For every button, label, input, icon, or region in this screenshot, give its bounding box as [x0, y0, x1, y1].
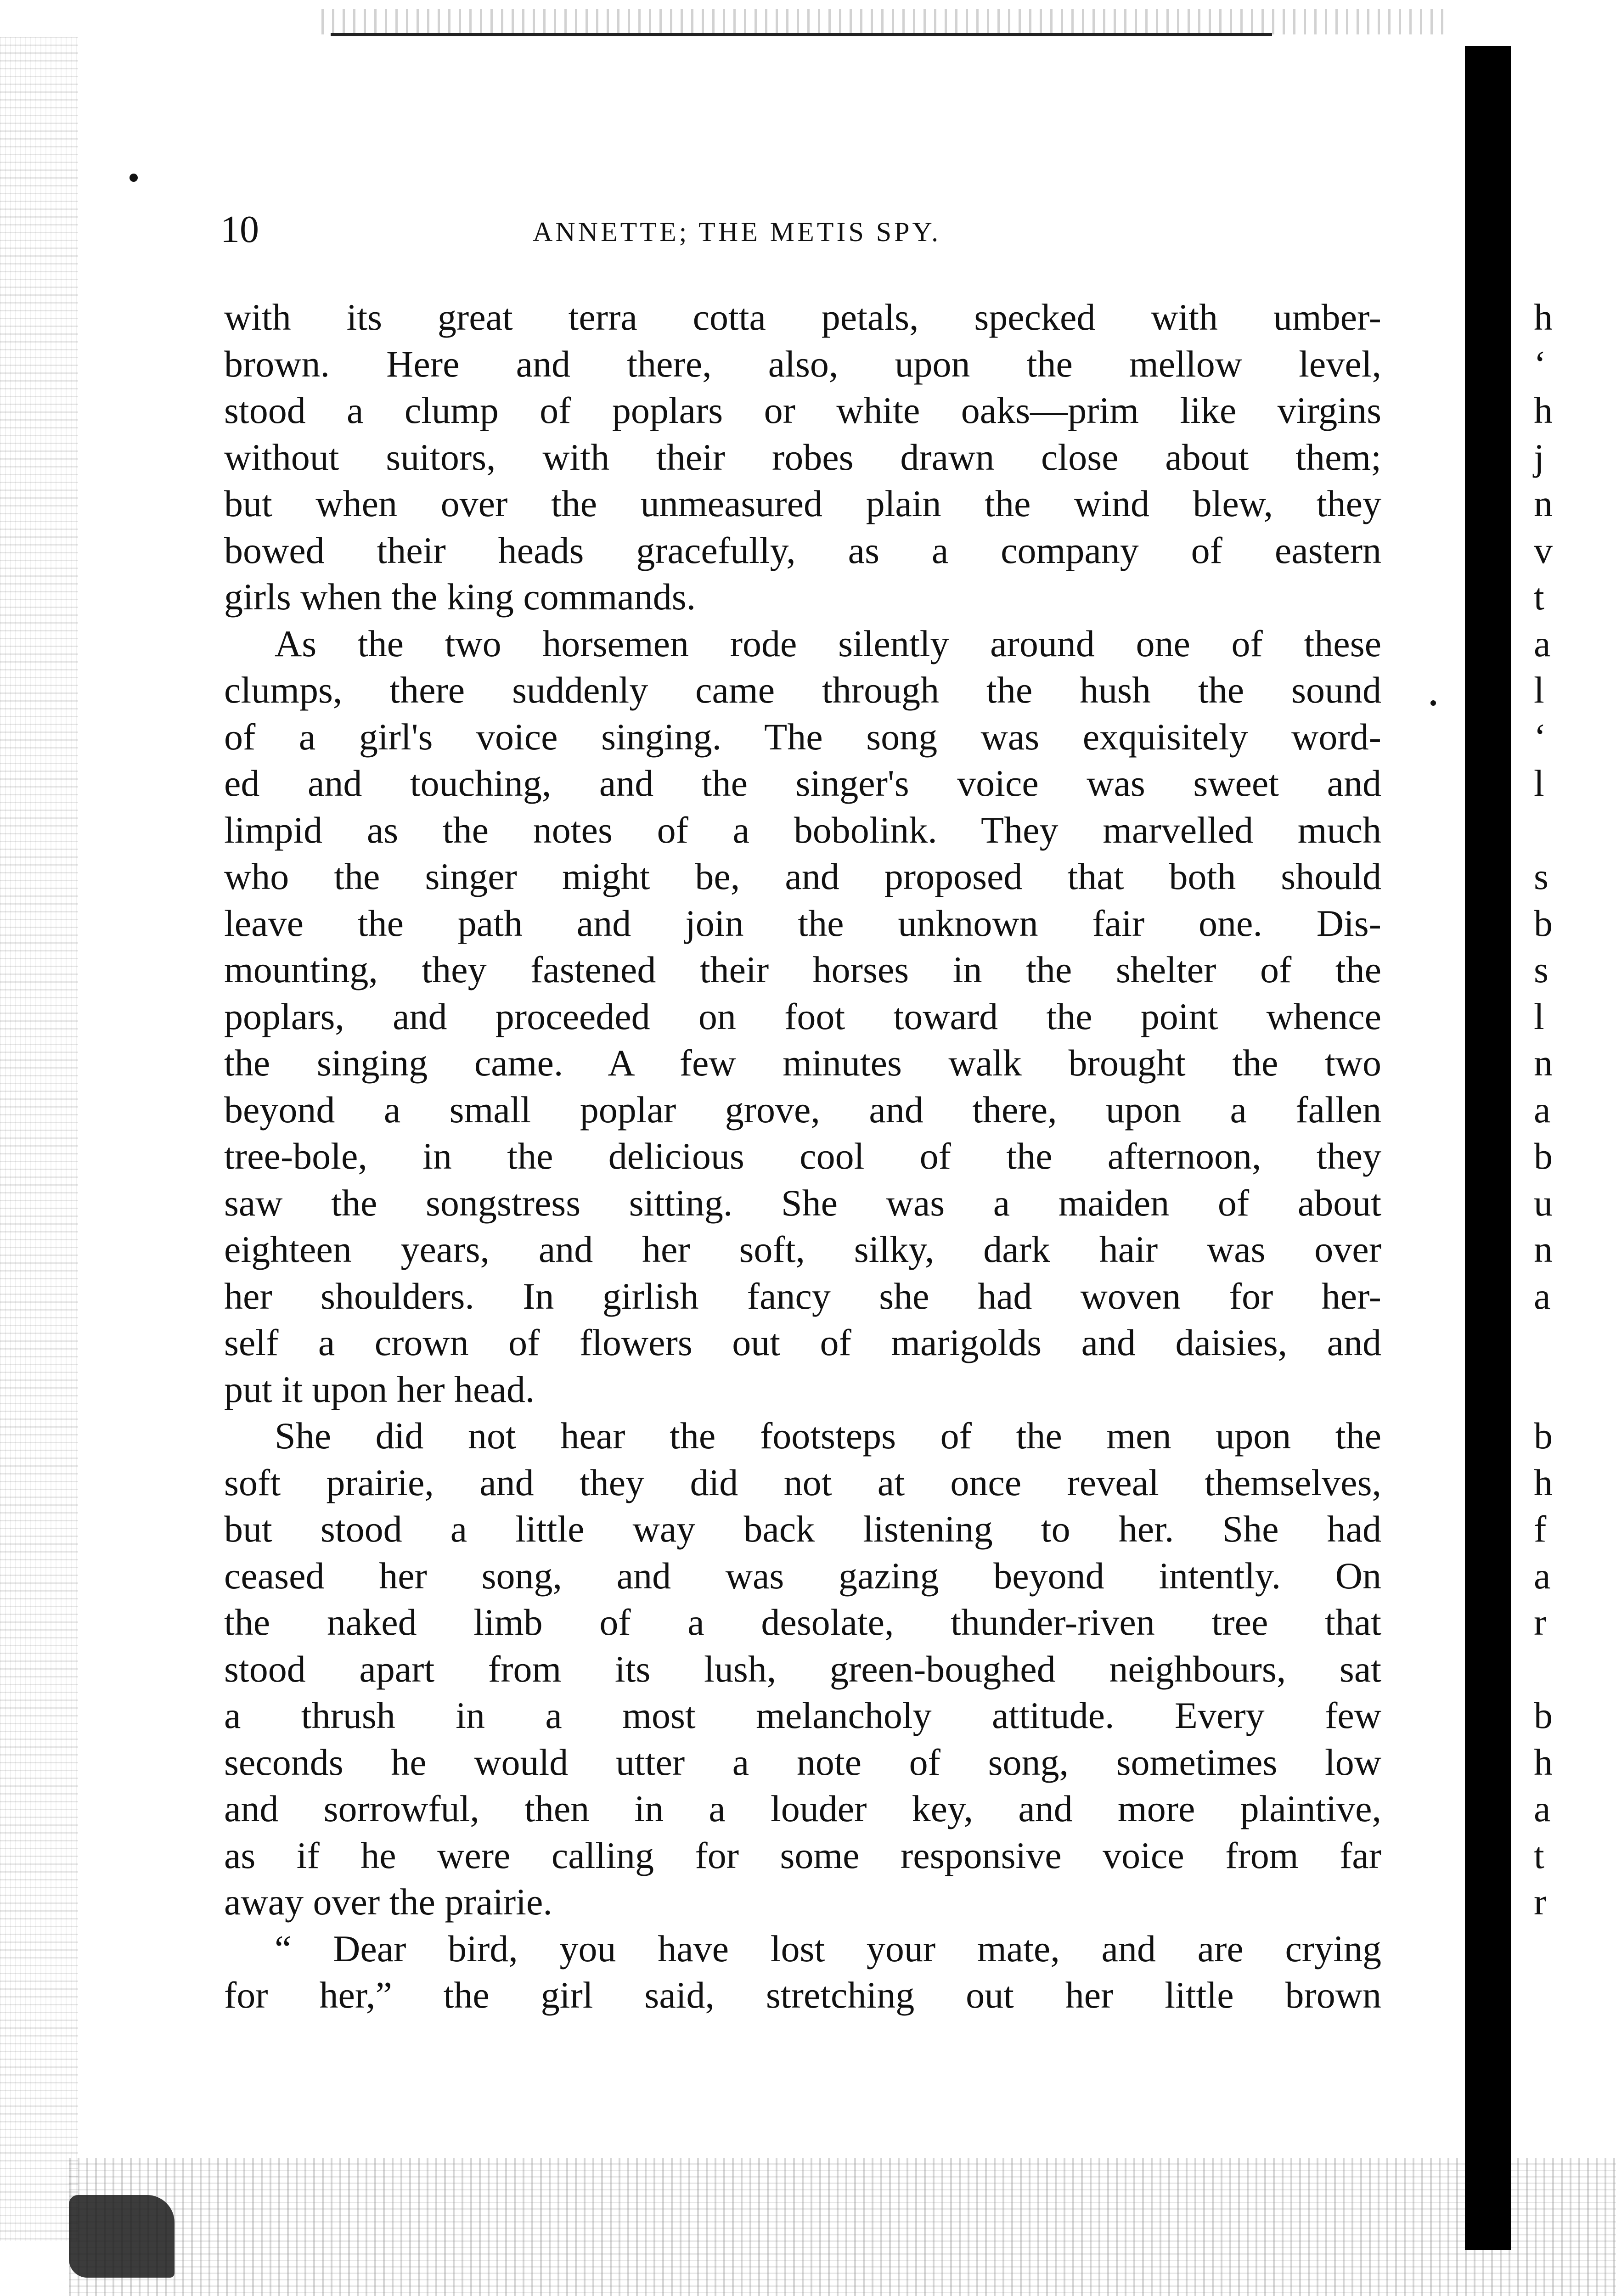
- text-line: saw the songstress sitting. She was a maiden of about: [224, 1182, 1381, 1224]
- text-line: eighteen years, and her soft, silky, dark hair was over: [224, 1228, 1381, 1270]
- facing-page-fragment: [1534, 1319, 1612, 1366]
- facing-page-fragment: v: [1534, 529, 1553, 571]
- facing-page-fragment: b: [1534, 1694, 1553, 1736]
- facing-page-fragment: r: [1534, 1601, 1547, 1643]
- text-line: seconds he would utter a note of song, sometimes low: [224, 1741, 1381, 1783]
- text-line: She did not hear the footsteps of the men upon the: [275, 1415, 1381, 1457]
- text-line: tree-bole, in the delicious cool of the afternoon, they: [224, 1135, 1381, 1177]
- text-line: but stood a little way back listening to her. She had: [224, 1508, 1381, 1550]
- facing-page-fragment: n: [1534, 1042, 1553, 1084]
- facing-page-fragment: a: [1534, 1554, 1551, 1597]
- text-line: as if he were calling for some responsive voice from far: [224, 1834, 1381, 1876]
- text-line: stood apart from its lush, green-boughed neighbours, sat: [224, 1648, 1381, 1690]
- facing-page-fragment: a: [1534, 1788, 1551, 1829]
- text-line: put it upon her head.: [224, 1368, 535, 1410]
- facing-page-fragment: [1534, 1366, 1612, 1413]
- facing-page-fragment: l: [1534, 995, 1544, 1037]
- facing-page-fragment: t: [1534, 1834, 1544, 1876]
- text-line: limpid as the notes of a bobolink. They marvelled much: [224, 809, 1381, 851]
- facing-page-fragment: a: [1534, 1275, 1551, 1317]
- book-gutter-shadow: [1465, 46, 1511, 2250]
- text-line: her shoulders. In girlish fancy she had woven for her-: [224, 1275, 1381, 1317]
- facing-page-fragment: [1534, 1646, 1612, 1693]
- scan-bottom-edge-noise: [69, 2158, 1616, 2296]
- text-line: soft prairie, and they did not at once reveal themselves,: [224, 1461, 1381, 1503]
- scan-top-edge-noise: [321, 9, 1447, 34]
- body-text: [224, 294, 1381, 2019]
- facing-page-fragment: a: [1534, 1088, 1551, 1131]
- facing-page-fragment: h: [1534, 389, 1553, 431]
- text-line: without suitors, with their robes drawn close about them;: [224, 436, 1381, 478]
- text-line: with its great terra cotta petals, specked with umber-: [224, 296, 1381, 338]
- facing-page-fragment: l: [1534, 762, 1544, 804]
- scan-corner-blot: [69, 2195, 175, 2278]
- text-line: leave the path and join the unknown fair one. Dis-: [224, 902, 1381, 944]
- text-line: for her,” the girl said, stretching out her little brown: [224, 1974, 1381, 2016]
- text-line: ceased her song, and was gazing beyond intently. On: [224, 1554, 1381, 1597]
- text-line: but when over the unmeasured plain the wind blew, they: [224, 483, 1381, 524]
- text-line: who the singer might be, and proposed that both should: [224, 855, 1381, 897]
- facing-page-fragment: f: [1534, 1508, 1547, 1550]
- text-line: mounting, they fastened their horses in the shelter of the: [224, 949, 1381, 990]
- facing-page-fragment: r: [1534, 1881, 1547, 1923]
- facing-page-fragment: s: [1534, 855, 1548, 897]
- text-line: ed and touching, and the singer's voice was sweet and: [224, 762, 1381, 804]
- stray-ink-dot: [130, 174, 138, 182]
- stray-ink-dot: [1430, 700, 1436, 706]
- facing-page-fragment: h: [1534, 296, 1553, 338]
- text-line: stood a clump of poplars or white oaks—prim like virgins: [224, 389, 1381, 431]
- running-head: [220, 209, 1396, 250]
- text-line: the singing came. A few minutes walk brought the two: [224, 1042, 1381, 1084]
- facing-page-fragment: j: [1534, 436, 1544, 478]
- text-line: self a crown of flowers out of marigolds and daisies, and: [224, 1322, 1381, 1363]
- text-line: beyond a small poplar grove, and there, upon a fallen: [224, 1088, 1381, 1131]
- facing-page-fragment: n: [1534, 483, 1553, 524]
- scan-top-rule: [331, 33, 1272, 36]
- text-line: “ Dear bird, you have lost your mate, and are crying: [275, 1927, 1381, 1970]
- facing-page-fragment: t: [1534, 576, 1544, 618]
- facing-page-fragment: s: [1534, 949, 1548, 990]
- facing-page-fragment: u: [1534, 1182, 1553, 1224]
- text-line: away over the prairie.: [224, 1881, 552, 1923]
- facing-page-fragment: b: [1534, 1135, 1553, 1177]
- scan-left-edge-noise: [0, 37, 78, 2241]
- facing-page-fragment: b: [1534, 902, 1553, 944]
- page-number: 10: [220, 208, 259, 251]
- facing-page-fragment: ‘: [1534, 715, 1547, 758]
- facing-page-fragment: ‘: [1534, 343, 1547, 385]
- text-line: and sorrowful, then in a louder key, and more plaintive,: [224, 1788, 1381, 1829]
- facing-page-fragment: b: [1534, 1415, 1553, 1457]
- facing-page-fragment: n: [1534, 1228, 1553, 1270]
- facing-page-fragment: [1534, 807, 1612, 854]
- text-line: poplars, and proceeded on foot toward the point whence: [224, 995, 1381, 1037]
- text-line: brown. Here and there, also, upon the mellow level,: [224, 343, 1381, 385]
- facing-page-fragment: h: [1534, 1741, 1553, 1783]
- text-line: a thrush in a most melancholy attitude. Every few: [224, 1694, 1381, 1736]
- text-line: the naked limb of a desolate, thunder-riven tree that: [224, 1601, 1381, 1643]
- text-line: As the two horsemen rode silently around one of these: [275, 622, 1381, 664]
- facing-page-fragment: l: [1534, 669, 1544, 711]
- facing-page-fragments: [1534, 294, 1612, 1925]
- running-title: ANNETTE; THE METIS SPY.: [533, 217, 941, 247]
- text-line: clumps, there suddenly came through the hush the sound: [224, 669, 1381, 711]
- facing-page-fragment: a: [1534, 622, 1551, 664]
- facing-page-fragment: h: [1534, 1461, 1553, 1503]
- text-line: of a girl's voice singing. The song was exquisitely word-: [224, 715, 1381, 758]
- text-line: girls when the king commands.: [224, 576, 696, 618]
- text-line: bowed their heads gracefully, as a company of eastern: [224, 529, 1381, 571]
